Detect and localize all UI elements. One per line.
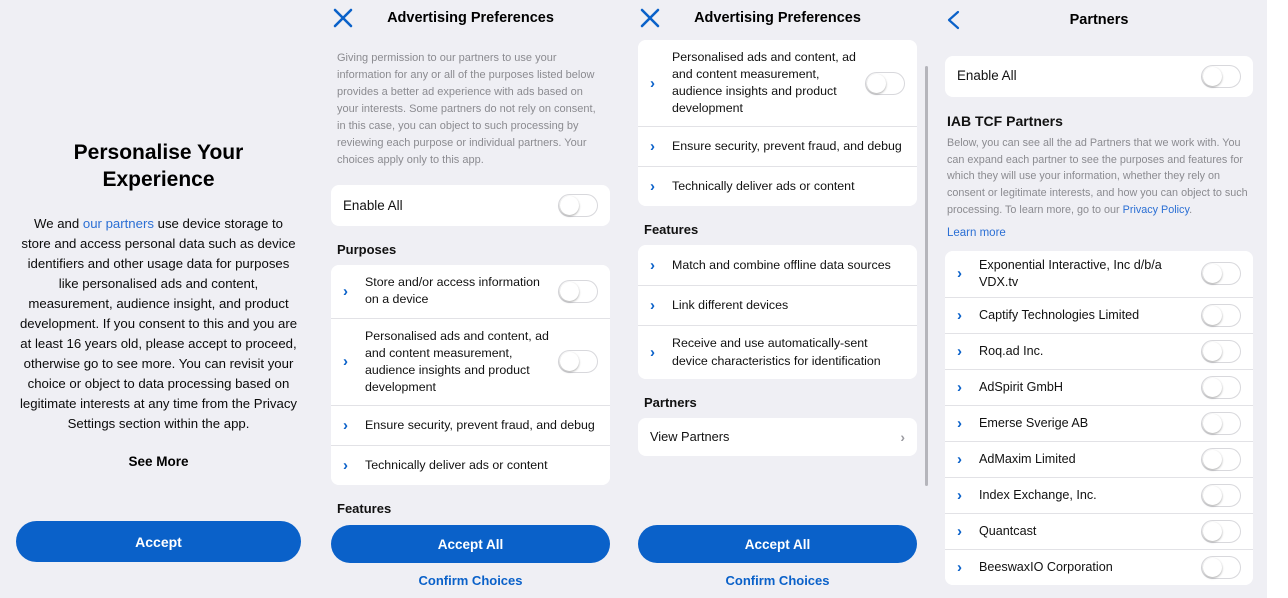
partner-toggle[interactable] (1201, 376, 1241, 399)
panel-advertising-preferences-scrolled (624, 0, 931, 598)
iab-desc-before: Below, you can see all the ad Partners that we work with. You can expand each partner to see the purposes and features for which they will use your information, whether they rely on consent or legitimate interests, and how you can object to such processing. To learn more, go to our (947, 137, 1248, 216)
chevron-right-icon[interactable]: › (650, 344, 655, 362)
close-icon[interactable] (331, 6, 355, 30)
purpose-row[interactable] (638, 126, 917, 166)
panel-partners (931, 0, 1267, 598)
purpose-label: Technically deliver ads or content (672, 179, 855, 194)
view-partners-label: View Partners (650, 429, 730, 445)
chevron-right-icon[interactable]: › (957, 342, 962, 360)
partner-name: BeeswaxIO Corporation (979, 559, 1113, 574)
feature-row[interactable] (638, 285, 917, 325)
iab-desc-after: . (1189, 203, 1193, 216)
sheet-title: Advertising Preferences (387, 10, 554, 26)
confirm-choices-button[interactable]: Confirm Choices (418, 573, 523, 588)
chevron-right-icon: › (900, 428, 905, 445)
chevron-right-icon[interactable]: › (343, 282, 348, 300)
iab-tcf-description (945, 135, 1253, 219)
purpose-row[interactable] (331, 445, 610, 485)
chevron-right-icon[interactable]: › (957, 265, 962, 283)
purpose-toggle[interactable] (558, 280, 598, 303)
partner-name: Captify Technologies Limited (979, 307, 1140, 322)
chevron-right-icon[interactable]: › (957, 522, 962, 540)
list-item[interactable] (945, 369, 1253, 405)
page-title: Personalise Your Experience (73, 141, 244, 191)
chevron-right-icon[interactable]: › (957, 414, 962, 432)
chevron-right-icon[interactable]: › (343, 353, 348, 371)
purpose-label: Ensure security, prevent fraud, and debug (365, 417, 595, 432)
sheet-header (317, 0, 624, 36)
consent-body-before: We and (33, 215, 83, 231)
partners-header (931, 0, 1267, 40)
purpose-label: Technically deliver ads or content (365, 457, 548, 472)
purpose-label: Ensure security, prevent fraud, and debug (672, 139, 902, 154)
partners-body[interactable] (931, 40, 1267, 598)
purpose-label: Store and/or access information on a device (365, 275, 540, 307)
sheet-scroll-area[interactable] (317, 36, 624, 515)
chevron-right-icon[interactable]: › (957, 486, 962, 504)
chevron-right-icon[interactable]: › (957, 450, 962, 468)
partner-toggle[interactable] (1201, 448, 1241, 471)
learn-more-link[interactable]: Learn more (947, 226, 1006, 239)
sheet-footer (317, 515, 624, 598)
chevron-right-icon[interactable]: › (957, 378, 962, 396)
purpose-row[interactable] (331, 405, 610, 445)
partners-heading: Partners (644, 394, 697, 410)
purpose-row[interactable] (638, 166, 917, 206)
partner-name: Exponential Interactive, Inc d/b/a VDX.tv (979, 257, 1162, 289)
privacy-policy-link[interactable]: Privacy Policy (1122, 203, 1190, 216)
list-item[interactable] (945, 441, 1253, 477)
enable-all-card (331, 185, 610, 226)
feature-row[interactable] (638, 245, 917, 285)
partner-toggle[interactable] (1201, 556, 1241, 579)
list-item[interactable] (945, 333, 1253, 369)
purposes-card (331, 265, 610, 485)
feature-label: Match and combine offline data sources (672, 257, 891, 272)
chevron-right-icon[interactable]: › (650, 74, 655, 92)
purpose-row[interactable] (331, 265, 610, 317)
partner-name: Roq.ad Inc. (979, 343, 1044, 358)
scrollbar-thumb[interactable] (925, 66, 928, 486)
partner-name: Index Exchange, Inc. (979, 487, 1097, 502)
confirm-choices-button[interactable]: Confirm Choices (725, 573, 830, 588)
sheet-header (624, 0, 931, 36)
chevron-right-icon[interactable]: › (343, 456, 348, 474)
intro-paragraph: Giving permission to our partners to use your information for any or all of the purposes listed below provides a better ad experience with ads based on your interests. Some partners do not rely on consent, in this case, you can object to such processing by reviewing each purpose or individual partners. Your choices apply only to this app. (337, 52, 596, 167)
list-item[interactable] (945, 477, 1253, 513)
chevron-left-icon[interactable] (943, 9, 965, 31)
close-icon[interactable] (638, 6, 662, 30)
enable-all-card (945, 56, 1253, 97)
accept-all-button[interactable]: Accept All (331, 525, 610, 563)
list-item[interactable] (945, 405, 1253, 441)
purpose-label: Personalised ads and content, ad and content measurement, audience insights and product development (672, 50, 856, 116)
chevron-right-icon[interactable]: › (650, 297, 655, 315)
purpose-row[interactable] (331, 318, 610, 405)
partner-name: Emerse Sverige AB (979, 415, 1089, 430)
chevron-right-icon[interactable]: › (343, 416, 348, 434)
enable-all-toggle[interactable] (1201, 65, 1241, 88)
chevron-right-icon[interactable]: › (957, 558, 962, 576)
feature-label: Receive and use automatically-sent device characteristics for identification (672, 336, 881, 368)
chevron-right-icon[interactable]: › (650, 138, 655, 156)
partners-list (945, 251, 1253, 585)
partner-toggle[interactable] (1201, 340, 1241, 363)
partner-name: Quantcast (979, 523, 1037, 538)
list-item[interactable] (945, 549, 1253, 585)
sheet-scroll-area[interactable] (624, 36, 931, 515)
partner-name: AdSpirit GmbH (979, 379, 1063, 394)
feature-label: Link different devices (672, 298, 789, 313)
see-more-button[interactable]: See More (128, 454, 189, 470)
enable-all-label: Enable All (957, 68, 1017, 84)
purpose-row[interactable] (638, 40, 917, 126)
enable-all-row[interactable] (331, 185, 610, 226)
panel-personalise-experience (0, 0, 317, 598)
enable-all-toggle[interactable] (558, 194, 598, 217)
list-item[interactable] (945, 513, 1253, 549)
chevron-right-icon[interactable]: › (650, 178, 655, 196)
purposes-card (638, 40, 917, 206)
enable-all-row[interactable] (945, 56, 1253, 97)
purpose-toggle[interactable] (865, 72, 905, 95)
partner-toggle[interactable] (1201, 262, 1241, 285)
our-partners-link[interactable]: our partners (82, 215, 154, 231)
partners-title: Partners (1069, 12, 1129, 28)
partner-toggle[interactable] (1201, 412, 1241, 435)
enable-all-label: Enable All (343, 197, 403, 213)
partner-toggle[interactable] (1201, 520, 1241, 543)
chevron-right-icon[interactable]: › (957, 306, 962, 324)
features-heading: Features (337, 500, 392, 515)
list-item[interactable] (945, 251, 1253, 297)
purposes-heading: Purposes (337, 242, 397, 258)
view-partners-card (638, 418, 917, 456)
accept-all-button[interactable]: Accept All (638, 525, 917, 563)
consent-body-text (18, 214, 299, 435)
partner-name: AdMaxim Limited (979, 451, 1076, 466)
panel-advertising-preferences-top (317, 0, 624, 598)
feature-row[interactable] (638, 325, 917, 378)
list-item[interactable] (945, 297, 1253, 333)
sheet-footer (624, 515, 931, 598)
iab-tcf-partners-heading: IAB TCF Partners (947, 113, 1063, 129)
partner-toggle[interactable] (1201, 304, 1241, 327)
sheet-title: Advertising Preferences (694, 10, 861, 26)
accept-button[interactable]: Accept (16, 521, 301, 562)
view-partners-row[interactable] (638, 418, 917, 456)
features-card (638, 245, 917, 378)
purpose-label: Personalised ads and content, ad and content measurement, audience insights and product development (365, 328, 549, 394)
consent-body-after: use device storage to store and access personal data such as device identifiers and other usage data for purposes like personalised ads and content, measurement, audience insight, and product development. If you consent to this and you are at least 16 years old, please accept to proceed, otherwise go to see more. You can revisit your choice or object to data processing based on legitimate interests at any time from the Privacy Settings section within the app. (19, 215, 298, 432)
features-heading: Features (644, 222, 699, 238)
purpose-toggle[interactable] (558, 350, 598, 373)
chevron-right-icon[interactable]: › (650, 256, 655, 274)
partner-toggle[interactable] (1201, 484, 1241, 507)
